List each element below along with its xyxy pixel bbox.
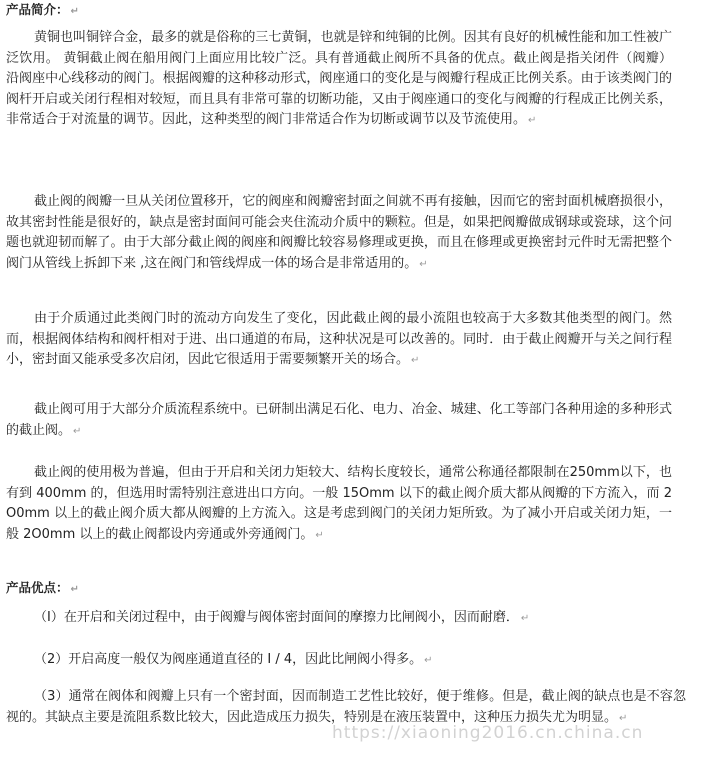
paragraph-mark: ↵	[528, 115, 537, 126]
advantage-text: （I）在开启和关闭过程中，由于阀瓣与阀体密封面间的摩擦力比闸阀小，因而耐磨．	[34, 610, 519, 625]
paragraph-mark: ↵	[73, 425, 82, 437]
intro-paragraph-5	[6, 463, 672, 546]
advantage-text: （2）开启高度一般仅为阀座通道直径的 I / 4，因此比闸阀小得多。	[34, 652, 423, 667]
watermark: https://xiaoning2016.cn.china.cn	[332, 723, 644, 743]
paragraph-mark: ↵	[424, 655, 433, 666]
advantage-item-2	[6, 650, 686, 672]
intro-heading-text: 产品简介：	[6, 2, 69, 17]
intro-paragraph-2	[6, 192, 672, 275]
paragraph-mark: ↵	[419, 258, 428, 270]
advantages-heading	[6, 580, 79, 598]
paragraph-text: 截止阀的使用极为普遍，但由于开启和关闭力矩较大、结构长度较长，通常公称通径都限制在250mm以下，也有到 400mm 的，但选用时需特别注意进出口方向。一般 15Omm 以下的截止阀介质大都从阀瓣的下方流入，而 2O0mm 以上的截止阀介质大都从阀瓣的上方流入。这是考虑到阀门的关闭力矩所致。为了减小开启或关闭力矩，一般 2O0mm 以上的截止阀都设内旁通或外旁通阀门。	[6, 465, 672, 542]
paragraph-mark: ↵	[70, 584, 79, 595]
intro-paragraph-1	[6, 28, 672, 132]
paragraph-mark: ↵	[520, 613, 530, 624]
paragraph-mark: ↵	[315, 529, 324, 541]
paragraph-mark: ↵	[70, 6, 79, 17]
advantage-text: （3）通常在阀体和阀瓣上只有一个密封面，因而制造工艺性比较好，便于维修。但是，截止阀的缺点也是不容忽视的。其缺点主要是流阻系数比较大，因此造成压力损失，特别是在液压装置中，这种压力损失尤为明显。	[6, 689, 686, 725]
intro-heading	[6, 2, 79, 20]
paragraph-text: 截止阀可用于大部分介质流程系统中。已研制出满足石化、电力、冶金、城建、化工等部门各种用途的多种形式的截止阀。	[6, 402, 672, 438]
paragraph-text: 由于介质通过此类阀门时的流动方向发生了变化，因此截止阀的最小流阻也较高于大多数其他类型的阀门。然而，根据阀体结构和阀杆相对于进、出口通道的布局，这种状况是可以改善的。同时．由于截止阀瓣开与关之间行程小，密封面又能承受多次启闭，因此它很适用于需要频繁开关的场合。	[6, 311, 672, 367]
paragraph-text: 截止阀的阀瓣一旦从关闭位置移开，它的阀座和阀瓣密封面之间就不再有接触，因而它的密封面机械磨损很小，故其密封性能是很好的，缺点是密封面间可能会夹住流动介质中的颗粒。但是，如果把阀瓣做成钢球或瓷球，这个问题也就迎韧而解了。由于大部分截止阀的阀座和阀瓣比较容易修理或更换，而且在修理或更换密封元件时无需把整个阀门从管线上拆卸下来 ,这在阀门和管线焊成一体的场合是非常适用的。	[6, 194, 672, 271]
paragraph-mark: ↵	[619, 712, 628, 724]
intro-paragraph-3	[6, 309, 672, 372]
paragraph-text: 黄铜也叫铜锌合金，最多的就是俗称的三七黄铜，也就是锌和纯铜的比例。因其有良好的机械性能和加工性被广泛饮用。 黄铜截止阀在船用阀门上面应用比较广泛。具有普通截止阀所不具备的优点。截止阀是指关闭件（阀瓣）沿阀座中心线移动的阀门。根据阀瓣的这种移动形式，阀座通口的变化是与阀瓣行程成正比例关系。由于该类阀门的阀杆开启或关闭行程相对较短，而且具有非常可靠的切断功能，又由于阀座通口的变化与阀瓣的行程成正比例关系，非常适合于对流量的调节。因此，这种类型的阀门非常适合作为切断或调节以及节流使用。	[6, 30, 672, 127]
advantage-item-1	[6, 608, 686, 630]
intro-paragraph-4	[6, 400, 672, 442]
advantages-heading-text: 产品优点：	[6, 580, 69, 595]
advantage-item-3	[6, 687, 686, 729]
paragraph-mark: ↵	[411, 355, 420, 366]
